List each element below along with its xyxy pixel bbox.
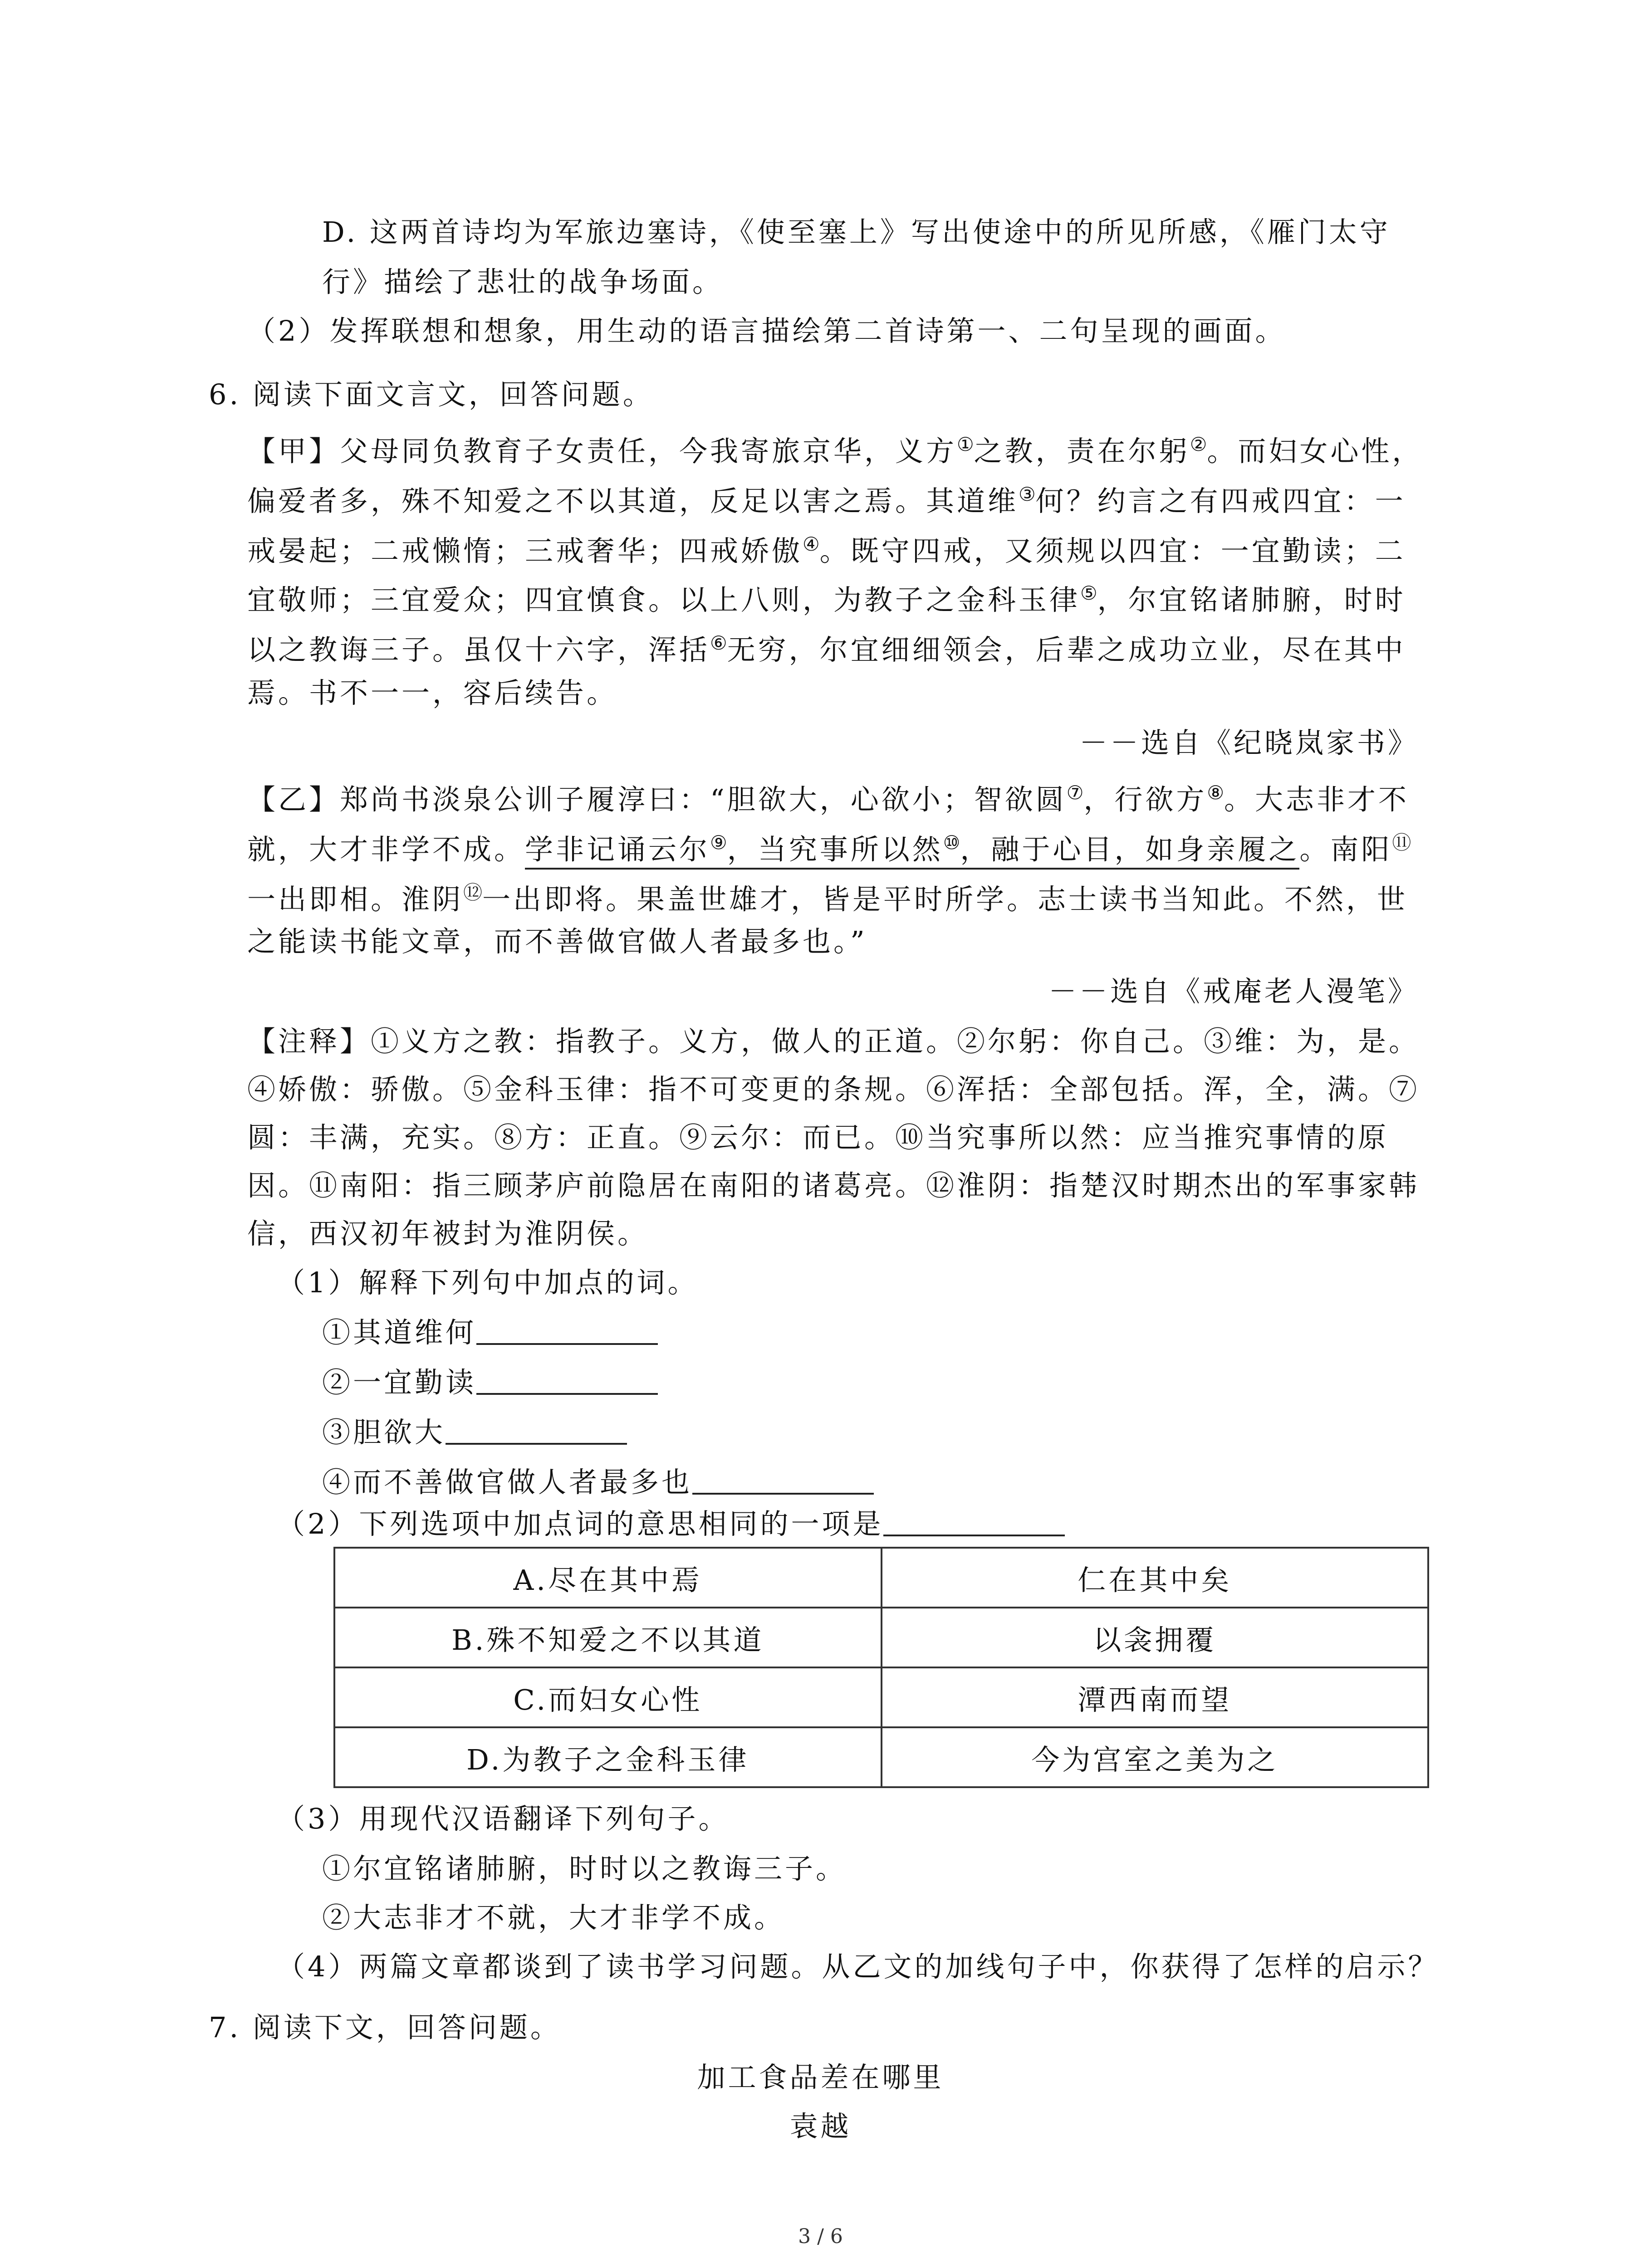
q7-stem: 7. 阅读下文，回答问题。: [209, 2011, 561, 2044]
option-right: 今为宫室之美为之: [882, 1727, 1429, 1787]
yi-line-2: 就，大才非学不成。学非记诵云尔⑨，当究事所以然⑩，融于心目，如身亲履之。南阳⑪: [247, 820, 1411, 872]
yi-source: －－选自《戒庵老人漫笔》: [1048, 975, 1419, 1008]
article-author: 袁越: [789, 2110, 852, 2143]
q6-sub3-item: ②大志非才不就，大才非学不成。: [322, 1901, 785, 1934]
jia-source: －－选自《纪晓岚家书》: [1079, 726, 1419, 759]
option-right: 以衾拥覆: [882, 1608, 1429, 1667]
table-row: [334, 1608, 1428, 1667]
yi-line-4: 之能读书能文章，而不善做官做人者最多也。”: [247, 925, 867, 958]
underlined-sentence: 学非记诵云尔⑨，当究事所以然⑩，融于心目，如身亲履之: [525, 833, 1299, 870]
q6-sub4: （4）两篇文章都谈到了读书学习问题。从乙文的加线句子中，你获得了怎样的启示？: [277, 1950, 1439, 1983]
notes-line-2: ④娇傲：骄傲。⑤金科玉律：指不可变更的条规。⑥浑括：全部包括。浑，全，满。⑦: [247, 1073, 1420, 1106]
q6-sub1-item: ④而不善做官做人者最多也: [322, 1460, 874, 1505]
page-number: 3 / 6: [798, 2225, 843, 2248]
notes-line-3: 圆：丰满，充实。⑧方：正直。⑨云尔：而已。⑩当究事所以然：应当推究事情的原: [247, 1121, 1389, 1154]
yi-line-1: 【乙】郑尚书淡泉公训子履淳曰：“胆欲大，心欲小；智欲圆⑦，行欲方⑧。大志非才不: [247, 782, 1410, 816]
table-row: [334, 1727, 1428, 1787]
jia-line-4: 宜敬师；三宜爱众；四宜慎食。以上八则，为教子之金科玉律⑤，尔宜铭诸肺腑，时时: [247, 582, 1406, 616]
q6-sub1-item: ③胆欲大: [322, 1410, 627, 1455]
jia-line-2: 偏爱者多，殊不知爱之不以其道，反足以害之焉。其道维③何？约言之有四戒四宜：一: [247, 483, 1406, 518]
answer-blank[interactable]: [883, 1507, 1065, 1536]
answer-blank[interactable]: [476, 1366, 658, 1395]
option-left: D.为教子之金科玉律: [334, 1727, 882, 1787]
answer-blank[interactable]: [446, 1416, 627, 1445]
notes-line-4: 因。⑪南阳：指三顾茅庐前隐居在南阳的诸葛亮。⑫淮阴：指楚汉时期杰出的军事家韩: [247, 1169, 1420, 1202]
q6-sub2-stem: （2）下列选项中加点词的意思相同的一项是: [277, 1501, 1065, 1547]
q6-sub3-stem: （3）用现代汉语翻译下列句子。: [277, 1802, 730, 1835]
option-left: C.而妇女心性: [334, 1667, 882, 1727]
jia-line-1: 【甲】父母同负教育子女责任，今我寄旅京华，义方①之教，责在尔躬②。而妇女心性，: [247, 433, 1423, 468]
q5-subquestion-2: （2）发挥联想和想象，用生动的语言描绘第二首诗第一、二句呈现的画面。: [247, 314, 1286, 347]
q6-stem: 6. 阅读下面文言文，回答问题。: [209, 378, 654, 411]
option-right: 潭西南而望: [882, 1667, 1429, 1727]
notes-line-1: 【注释】①义方之教：指教子。义方，做人的正道。②尔躬：你自己。③维：为，是。: [247, 1025, 1420, 1058]
option-left: B.殊不知爱之不以其道: [334, 1608, 882, 1667]
q6-sub1-stem: （1）解释下列句中加点的词。: [277, 1266, 699, 1299]
q6-sub1-item: ②一宜勤读: [322, 1360, 658, 1405]
table-row: [334, 1667, 1428, 1727]
q5-option-d-line2: 行》描绘了悲壮的战争场面。: [322, 265, 724, 298]
jia-line-5: 以之教诲三子。虽仅十六字，浑括⑥无穷，尔宜细细领会，后辈之成功立业，尽在其中: [247, 632, 1406, 666]
q5-option-d-line1: D. 这两首诗均为军旅边塞诗，《使至塞上》写出使途中的所见所感，《雁门太守: [322, 215, 1391, 249]
jia-line-3: 戒晏起；二戒懒惰；三戒奢华；四戒娇傲④。既守四戒，又须规以四宜：一宜勤读；二: [247, 533, 1406, 567]
jia-line-6: 焉。书不一一，容后续告。: [247, 676, 618, 709]
option-left: A.尽在其中焉: [334, 1548, 882, 1608]
table-row: [334, 1548, 1428, 1608]
option-right: 仁在其中矣: [882, 1548, 1429, 1608]
answer-blank[interactable]: [692, 1466, 874, 1495]
article-title: 加工食品差在哪里: [697, 2061, 944, 2094]
q6-sub3-item: ①尔宜铭诸肺腑，时时以之教诲三子。: [322, 1852, 847, 1885]
answer-blank[interactable]: [476, 1316, 658, 1345]
q6-sub1-item: ①其道维何: [322, 1310, 658, 1355]
options-table: [333, 1547, 1429, 1788]
notes-line-5: 信，西汉初年被封为淮阴侯。: [247, 1217, 649, 1250]
yi-line-3: 一出即相。淮阴⑫一出即将。果盖世雄才，皆是平时所学。志士读书当知此。不然，世: [247, 881, 1408, 916]
